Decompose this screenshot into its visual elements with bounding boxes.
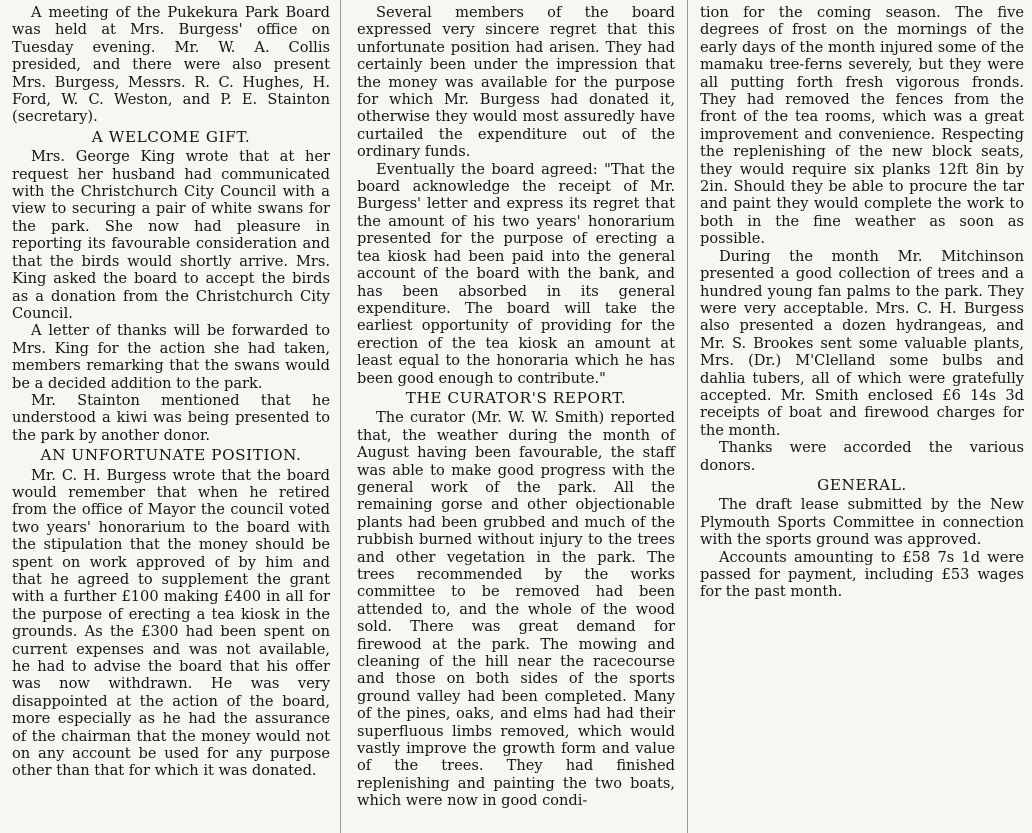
column-2 [357,4,675,810]
column-1 [12,4,330,780]
paragraph: Mr. Stainton mentioned that he understood a kiwi was being presented to the park by another donor. [12,391,330,444]
paragraph: During the month Mr. Mitchinson presented a good collection of trees and a hundred young fan palms to the park. They were very acceptable. Mrs. C. H. Burgess also presented a dozen hydrangeas, and Mr. S. Brookes sent some valuable plants, Mrs. (Dr.) M'Clelland some bulbs and dahlia tubers, all of which were gratefully accepted. Mr. Smith enclosed £6 14s 3d receipts of boat and firewood charges for the month. [700,247,1024,439]
paragraph: Mr. C. H. Burgess wrote that the board would remember that when he retired from the office of Mayor the council voted two years' honorarium to the board with the stipulation that the money should be spent on work approved of by him and that he agreed to supplement the grant with a further £100 making £400 in all for the purpose of erecting a tea kiosk in the grounds. As the £300 had been spent on current expenses and was not available, he had to advise the board that his offer was now withdrawn. He was very disappointed at the action of the board, more especially as he had the assurance of the chairman that the money would not on any account be used for any purpose other than that for which it was donated. [12,466,330,780]
paragraph: A letter of thanks will be forwarded to Mrs. King for the action she had taken, members remarking that the swans would be a decided addition to the park. [12,322,330,392]
paragraph: Eventually the board agreed: "That the board acknowledge the receipt of Mr. Burgess' letter and express its regret that the amount of his two years' honorarium presented for the purpose of erecting a tea kiosk had been paid into the general account of the board with the bank, and has been absorbed in its general expenditure. The board will take the earliest opportunity of providing for the erection of the tea kiosk an amount at least equal to the honoraria which he has been good enough to contribute." [357,160,675,387]
paragraph: Several members of the board expressed very sincere regret that this unfortunate position had arisen. They had certainly been under the impression that the money was available for the purpose for which Mr. Burgess had donated it, otherwise they would most assuredly have curtailed the expenditure out of the ordinary funds. [357,4,675,161]
paragraph: The curator (Mr. W. W. Smith) reported that, the weather during the month of August having been favourable, the staff was able to make good progress with the general work of the park. All the remaining gorse and other objectionable plants had been grubbed and much of the rubbish burned without injury to the trees and other vegetation in the park. The trees recommended by the works committee to be removed had been attended to, and the whole of the wood sold. There was great demand for firewood at the park. The mowing and cleaning of the hill near the racecourse and those on both sides of the sports ground valley had been completed. Many of the pines, oaks, and elms had had their superfluous limbs removed, which would vastly improve the growth form and value of the trees. They had finished replenishing and painting the two boats, which were now in good condi- [357,409,675,810]
paragraph: The draft lease submitted by the New Plymouth Sports Committee in connection with the sports ground was approved. [700,496,1024,549]
paragraph: tion for the coming season. The five degrees of frost on the mornings of the early days of the month injured some of the mamaku tree-ferns severely, but they were all putting forth fresh vigorous fronds. They had removed the fences from the front of the tea rooms, which was a great improvement and convenience. Respecting the replenishing of the new block seats, they would require six planks 12ft 8in by 2in. Should they be able to procure the tar and paint they would complete the work to both in the fine weather as soon as possible. [700,4,1024,248]
section-heading: A WELCOME GIFT. [91,127,251,146]
paragraph: Mrs. George King wrote that at her request her husband had communicated with the Christchurch City Council with a view to securing a pair of white swans for the park. She now had pleasure in reporting its favourable consideration and that the birds would shortly arrive. Mrs. King asked the board to accept the birds as a donation from the Christchurch City Council. [12,148,330,322]
column-3 [700,4,1024,601]
paragraph: A meeting of the Pukekura Park Board was held at Mrs. Burgess' office on Tuesday evening. Mr. W. A. Collis presided, and there were also present Mrs. Burgess, Messrs. R. C. Hughes, H. Ford, W. C. Weston, and P. E. Stainton (secretary). [12,4,330,126]
column-rule [687,0,688,833]
paragraph: Thanks were accorded the various donors. [700,439,1024,474]
column-rule [340,0,341,833]
paragraph: Accounts amounting to £58 7s 1d were passed for payment, including £53 wages for the past month. [700,548,1024,601]
section-heading: THE CURATOR'S REPORT. [405,388,627,407]
section-heading: GENERAL. [817,475,907,494]
section-heading: AN UNFORTUNATE POSITION. [40,446,302,465]
